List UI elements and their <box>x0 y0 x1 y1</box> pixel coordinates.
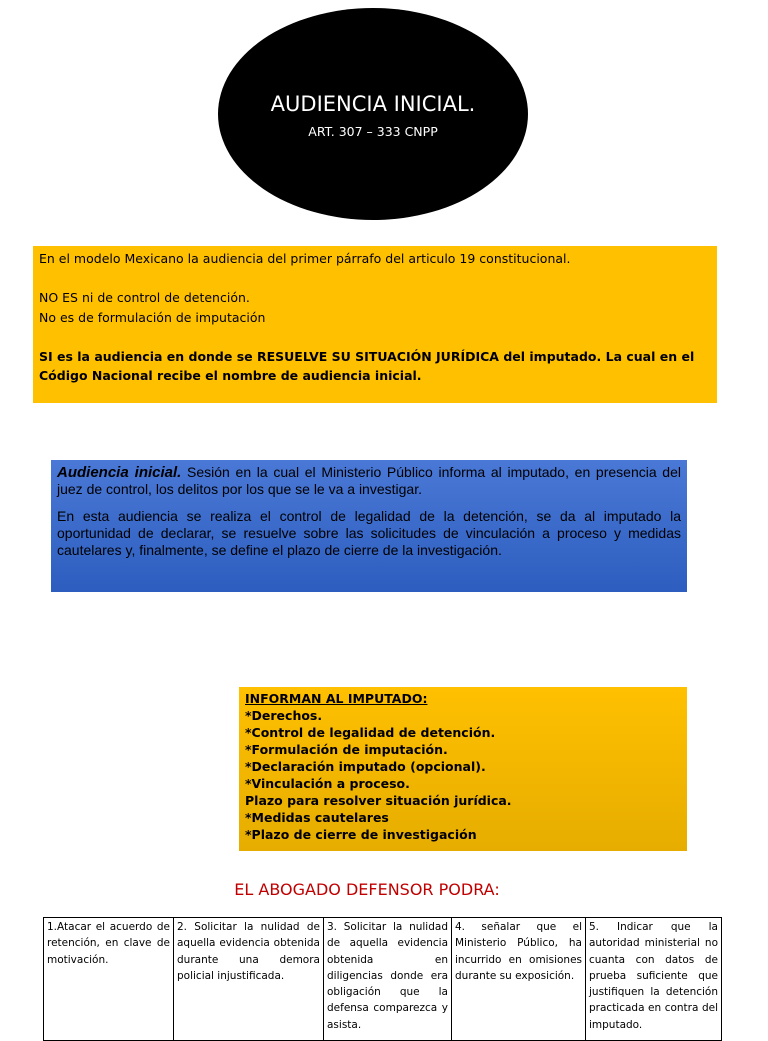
informan-item: *Medidas cautelares <box>245 810 389 825</box>
definition-text: Sesión en la cual el Ministerio Público informa al imputado, en presencia del juez de control, los delitos por los que se le va a investigar. <box>57 464 681 497</box>
page-subtitle: ART. 307 – 333 CNPP <box>308 124 438 139</box>
table-row <box>44 918 722 1041</box>
definition-paragraph-1 <box>57 464 681 498</box>
definition-box <box>51 460 687 592</box>
intro-line-2: NO ES ni de control de detención. <box>39 290 250 305</box>
informan-item: *Control de legalidad de detención. <box>245 725 496 740</box>
page-title: AUDIENCIA INICIAL. <box>270 92 476 116</box>
table-cell: 3. Solicitar la nulidad de aquella evidencia obtenida en diligencias donde era obligación que la defensa comparezca y asista. <box>324 918 452 1041</box>
informan-item: *Vinculación a proceso. <box>245 776 410 791</box>
informan-heading: INFORMAN AL IMPUTADO: <box>245 691 428 706</box>
informan-item: *Plazo de cierre de investigación <box>245 827 477 842</box>
table-cell: 4. señalar que el Ministerio Público, ha incurrido en omisiones durante su exposición. <box>452 918 586 1041</box>
intro-line-1: En el modelo Mexicano la audiencia del primer párrafo del articulo 19 constitucional. <box>39 251 571 266</box>
definition-paragraph-2: En esta audiencia se realiza el control de legalidad de la detención, se da al imputado la oportunidad de declarar, se resuelve sobre las solicitudes de vinculación a proceso y medidas cautelares y, finalmente, se define el plazo de cierre de la investigación. <box>57 508 681 558</box>
intro-box <box>33 246 717 403</box>
informan-item: Plazo para resolver situación jurídica. <box>245 793 512 808</box>
informan-item: *Formulación de imputación. <box>245 742 448 757</box>
informan-item: *Derechos. <box>245 708 323 723</box>
definition-term: Audiencia inicial. <box>57 464 182 481</box>
abogado-actions-table <box>43 917 722 1041</box>
title-ellipse <box>218 8 528 220</box>
abogado-title: EL ABOGADO DEFENSOR PODRA: <box>234 880 500 899</box>
intro-line-4: SI es la audiencia en donde se RESUELVE SU SITUACIÓN JURÍDICA del imputado. La cual en el Código Nacional recibe el nombre de audiencia inicial. <box>39 348 695 383</box>
table-cell: 2. Solicitar la nulidad de aquella evidencia obtenida durante una demora policial injustificada. <box>174 918 324 1041</box>
table-cell: 1.Atacar el acuerdo de retención, en clave de motivación. <box>44 918 174 1041</box>
informan-box <box>239 687 687 851</box>
informan-item: *Declaración imputado (opcional). <box>245 759 486 774</box>
table-cell: 5. Indicar que la autoridad ministerial no cuanta con datos de prueba suficiente que justifiquen la detención practicada en contra del imputado. <box>586 918 722 1041</box>
intro-line-3: No es de formulación de imputación <box>39 309 266 325</box>
